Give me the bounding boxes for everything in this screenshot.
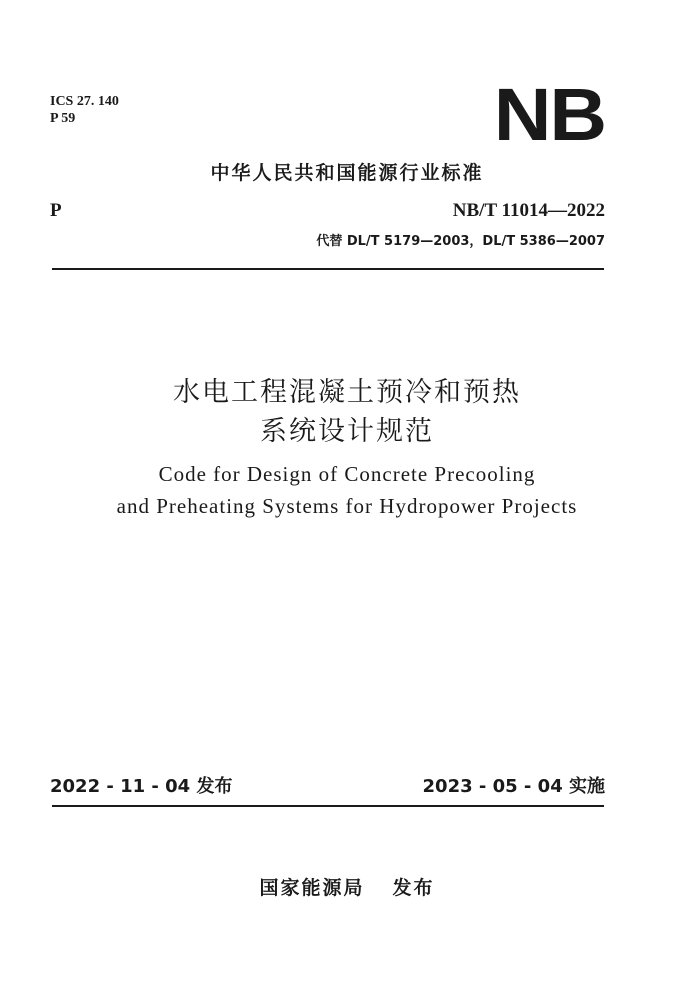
publisher-action: 发布 — [392, 877, 435, 899]
standard-number: NB/T 11014—2022 — [452, 200, 605, 221]
title-chinese-line2: 系统设计规范 — [260, 416, 434, 447]
publisher — [0, 873, 694, 900]
title-chinese-line1: 水电工程混凝土预冷和预热 — [173, 377, 521, 408]
replaces-note: 代替 DL/T 5179—2003，DL/T 5386—2007 — [316, 234, 605, 249]
bottom-divider — [52, 805, 604, 807]
implementation-date: 2023 - 05 - 04 实施 — [422, 776, 605, 797]
ics-number: ICS 27. 140 — [50, 94, 119, 109]
title-english-line1: Code for Design of Concrete Precooling — [158, 462, 536, 486]
title-english-line2: and Preheating Systems for Hydropower Projects — [116, 494, 578, 518]
top-divider — [52, 268, 604, 270]
nb-logo: NB — [493, 73, 605, 156]
ics-code — [50, 93, 119, 127]
classification-code: P — [50, 200, 62, 221]
industry-standard-title: 中华人民共和国能源行业标准 — [210, 162, 484, 184]
issue-date: 2022 - 11 - 04 发布 — [50, 776, 233, 797]
ccs-number: P 59 — [50, 111, 76, 126]
publisher-name: 国家能源局 — [259, 877, 365, 899]
